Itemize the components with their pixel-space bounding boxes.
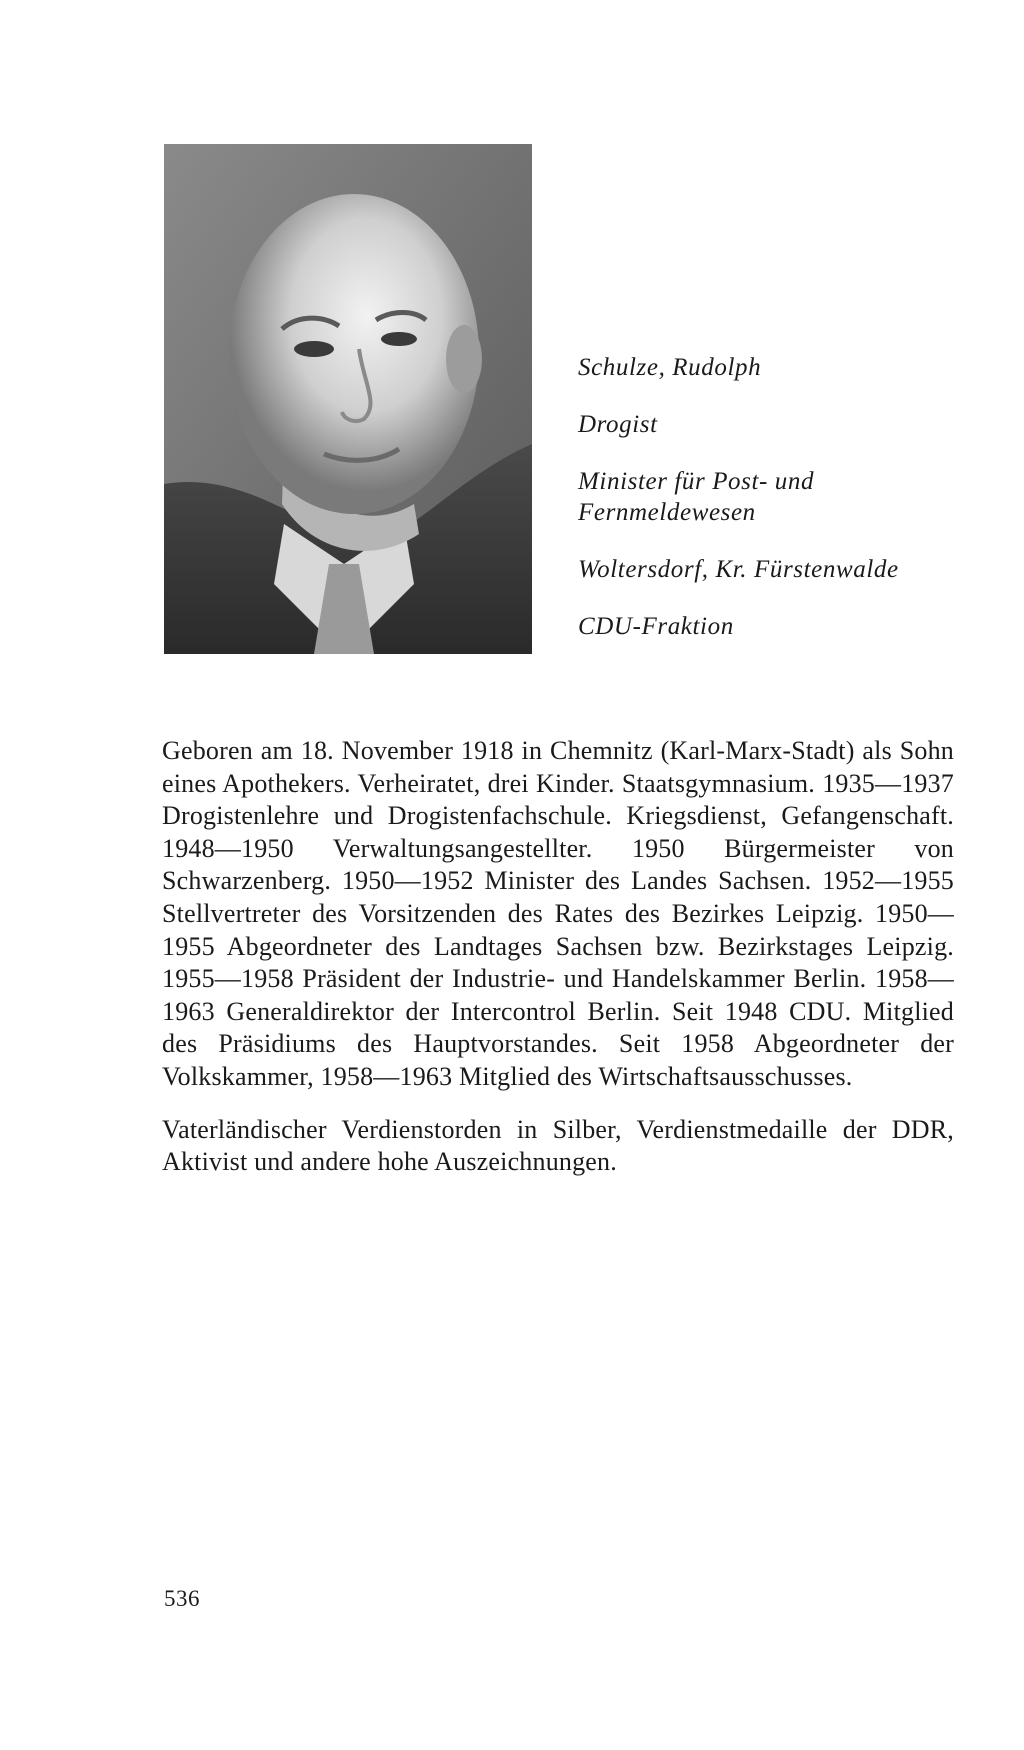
portrait-photo [164, 144, 532, 654]
entry-office: Minister für Post- und Fernmeldewesen [578, 468, 815, 526]
entry-profession: Drogist [578, 411, 658, 438]
portrait-illustration [164, 144, 532, 654]
page-number: 536 [164, 1586, 200, 1611]
entry-residence: Woltersdorf, Kr. Fürstenwalde [578, 556, 899, 583]
entry-faction: CDU-Fraktion [578, 613, 734, 640]
awards-paragraph: Vaterländischer Verdienstorden in Silber, Verdienstmedaille der DDR, Aktivist und andere hohe Auszeichnungen. [162, 1114, 954, 1177]
entry-caption [578, 352, 938, 668]
biography-paragraph: Geboren am 18. November 1918 in Chemnitz (Karl-Marx-Stadt) als Sohn eines Apothekers. Verheiratet, drei Kinder. Staatsgymnasium. 1935—1937 Drogistenlehre und Drogistenfachschule. Kriegsdienst, Gefangenschaft. 1948—1950 Verwaltungsangestellter. 1950 Bürgermeister von Schwarzenberg. 1950—1952 Minister des Landes Sachsen. 1952—1955 Stellvertreter des Vorsitzenden des Rates des Bezirkes Leipzig. 1950—1955 Abgeordneter des Landtages Sachsen bzw. Bezirkstages Leipzig. 1955—1958 Präsident der Industrie- und Handelskammer Berlin. 1958—1963 Generaldirektor der Intercontrol Berlin. Seit 1948 CDU. Mitglied des Präsidiums des Hauptvorstandes. Seit 1958 Abgeordneter der Volkskammer, 1958—1963 Mitglied des Wirtschaftsausschusses. [162, 736, 954, 1091]
entry-name: Schulze, Rudolph [578, 354, 762, 381]
biography-text [162, 735, 954, 1199]
